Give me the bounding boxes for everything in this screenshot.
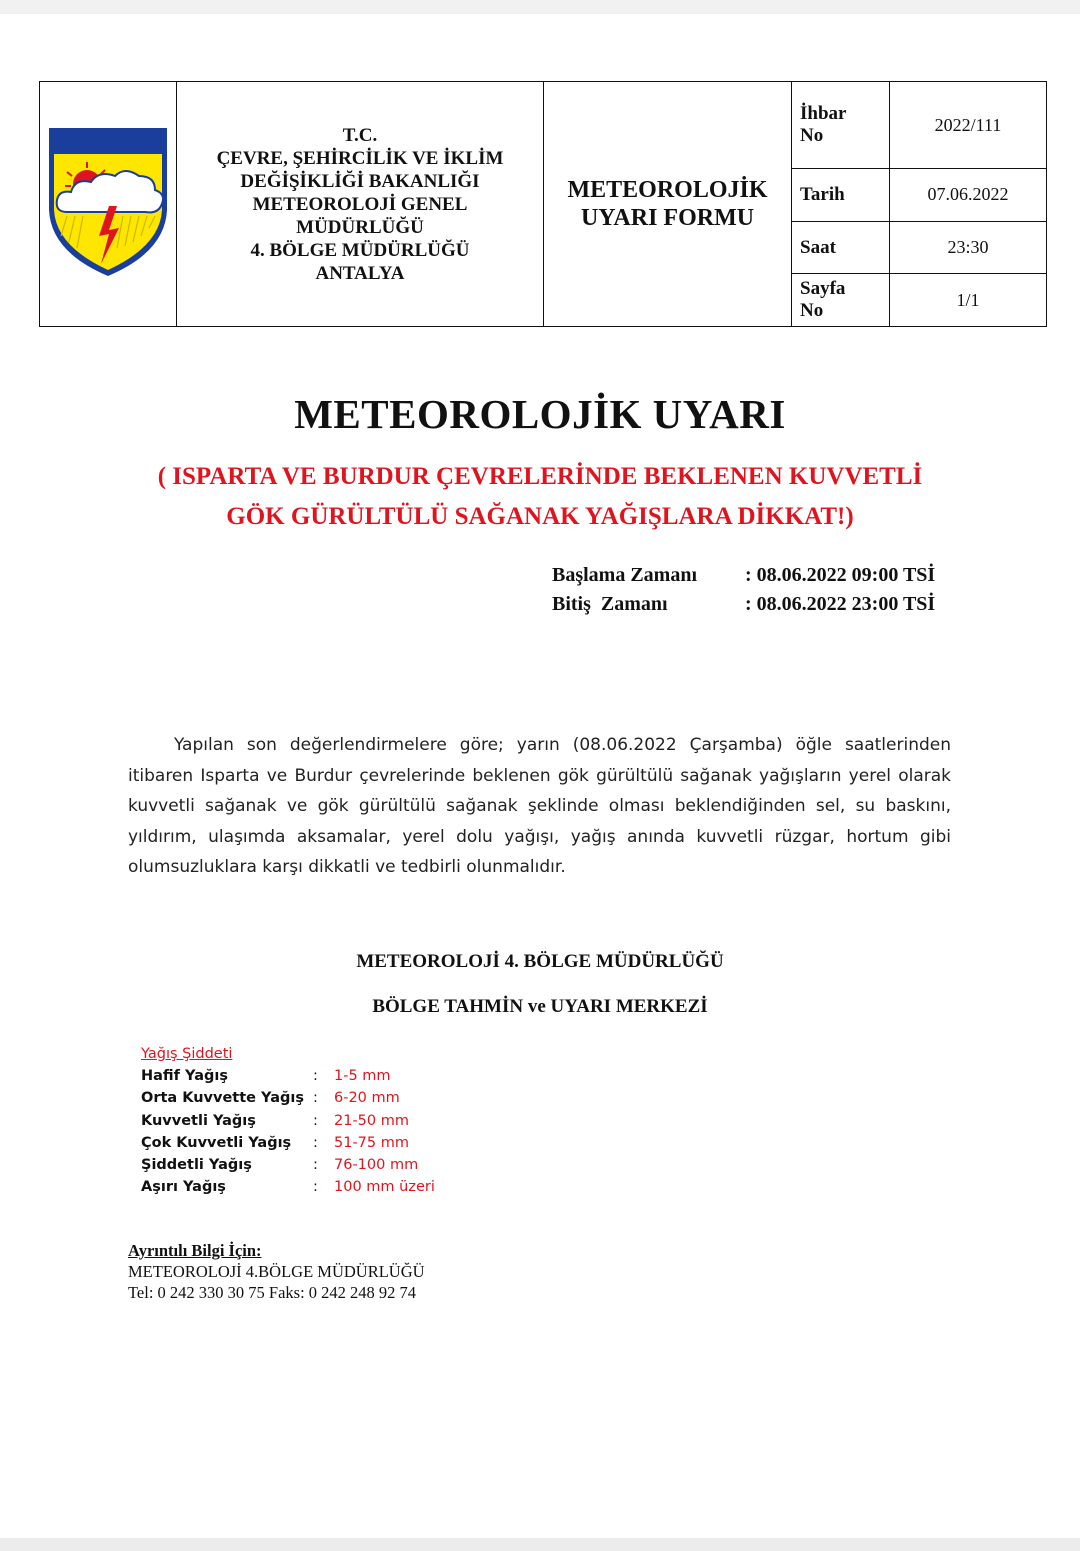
legend-separator: : <box>313 1112 318 1129</box>
document-page <box>0 14 1080 1538</box>
meteoroloji-logo-icon <box>45 124 171 280</box>
legend-item-name: Şiddetli Yağış <box>141 1157 252 1174</box>
legend-item-name: Orta Kuvvette Yağış <box>141 1090 304 1107</box>
field-label-line: Saat <box>800 236 836 258</box>
warning-body-text: Yapılan son değerlendirmelere göre; yarın (08.06.2022 Çarşamba) öğle saatlerinden itibaren Isparta ve Burdur çevrelerinde beklenen gök gürültülü sağanak yağışların yerel olarak kuvvetli sağanak ve gök gürültülü sağanak şeklinde olması beklendiğinden sel, su baskını, yıldırım, ulaşımda aksamalar, yerel dolu yağışı, yağış anında kuvvetli rüzgar, hortum gibi olumsuzluklara karşı dikkatli ve tedbirli olunmalıdır. <box>128 735 951 877</box>
legend-item-name: Hafif Yağış <box>141 1068 228 1085</box>
contact-phone-fax: Tel: 0 242 330 30 75 Faks: 0 242 248 92 74 <box>128 1283 417 1302</box>
contact-org: METEOROLOJİ 4.BÖLGE MÜDÜRLÜĞÜ <box>128 1262 425 1281</box>
legend-row <box>141 1154 435 1176</box>
contact-title: Ayrıntılı Bilgi İçin: <box>128 1241 262 1260</box>
legend-row <box>141 1176 435 1198</box>
org-line: ANTALYA <box>315 262 405 284</box>
field-label-sayfa-no <box>792 274 890 327</box>
page-bottom-margin <box>0 1538 1080 1551</box>
end-time-row <box>552 590 935 619</box>
legend-row <box>141 1110 435 1132</box>
org-line: 4. BÖLGE MÜDÜRLÜĞÜ <box>250 239 470 261</box>
signature-line-2: BÖLGE TAHMİN ve UYARI MERKEZİ <box>372 996 708 1017</box>
start-time-row <box>552 561 935 590</box>
legend-separator: : <box>313 1179 318 1196</box>
rain-intensity-legend <box>141 1043 435 1198</box>
alert-subtitle-line: GÖK GÜRÜLTÜLÜ SAĞANAK YAĞIŞLARA DİKKAT!) <box>226 503 854 530</box>
field-label-line: No <box>800 125 824 147</box>
header-table <box>39 81 1047 327</box>
org-line: ÇEVRE, ŞEHİRCİLİK VE İKLİM <box>216 147 504 169</box>
org-line: DEĞİŞİKLİĞİ BAKANLIĞI <box>240 170 480 192</box>
alert-subtitle-line: ( ISPARTA VE BURDUR ÇEVRELERİNDE BEKLENEN KUVVETLİ <box>157 463 923 490</box>
legend-item-value: 21-50 mm <box>334 1112 409 1129</box>
legend-item-value: 1-5 mm <box>334 1068 391 1085</box>
legend-item-value: 76-100 mm <box>334 1157 419 1174</box>
field-value-tarih: 07.06.2022 <box>890 169 1047 222</box>
form-title-line: METEOROLOJİK <box>567 177 768 203</box>
legend-separator: : <box>313 1134 318 1151</box>
field-label-ihbar-no <box>792 82 890 169</box>
legend-item-value: 51-75 mm <box>334 1134 409 1151</box>
legend-title: Yağış Şiddeti <box>141 1046 233 1062</box>
form-title-line: UYARI FORMU <box>580 205 755 231</box>
end-time-label: Bitiş Zamanı <box>552 593 668 615</box>
field-label-line: Sayfa <box>800 278 846 300</box>
legend-item-name: Çok Kuvvetli Yağış <box>141 1134 292 1151</box>
legend-item-name: Kuvvetli Yağış <box>141 1112 256 1129</box>
legend-item-value: 6-20 mm <box>334 1090 400 1107</box>
form-title-cell <box>544 82 792 327</box>
page-title: METEOROLOJİK UYARI <box>294 391 786 437</box>
start-time-value: : 08.06.2022 09:00 TSİ <box>745 564 936 586</box>
legend-row <box>141 1065 435 1087</box>
organization-cell <box>177 82 544 327</box>
signature-line-1: METEOROLOJİ 4. BÖLGE MÜDÜRLÜĞÜ <box>356 951 724 972</box>
field-label-line: Tarih <box>800 183 845 205</box>
field-value-ihbar-no: 2022/111 <box>890 82 1047 169</box>
legend-separator: : <box>313 1068 318 1085</box>
end-time-value: : 08.06.2022 23:00 TSİ <box>745 593 936 615</box>
legend-separator: : <box>313 1157 318 1174</box>
legend-row <box>141 1087 435 1109</box>
logo-cell <box>40 82 177 327</box>
alert-subtitle <box>0 457 1080 537</box>
field-label-tarih <box>792 169 890 222</box>
field-value-sayfa-no: 1/1 <box>890 274 1047 327</box>
legend-item-name: Aşırı Yağış <box>141 1179 226 1196</box>
field-label-line: No <box>800 300 824 322</box>
org-line: MÜDÜRLÜĞÜ <box>296 216 424 238</box>
validity-times <box>552 561 935 619</box>
org-line: T.C. <box>342 124 378 146</box>
field-label-saat <box>792 221 890 274</box>
field-label-line: İhbar <box>800 103 847 125</box>
start-time-label: Başlama Zamanı <box>552 564 698 586</box>
legend-row <box>141 1132 435 1154</box>
contact-info <box>128 1240 425 1303</box>
legend-item-value: 100 mm üzeri <box>334 1179 435 1196</box>
field-value-saat: 23:30 <box>890 221 1047 274</box>
legend-separator: : <box>313 1090 318 1107</box>
org-line: METEOROLOJİ GENEL <box>252 193 468 215</box>
